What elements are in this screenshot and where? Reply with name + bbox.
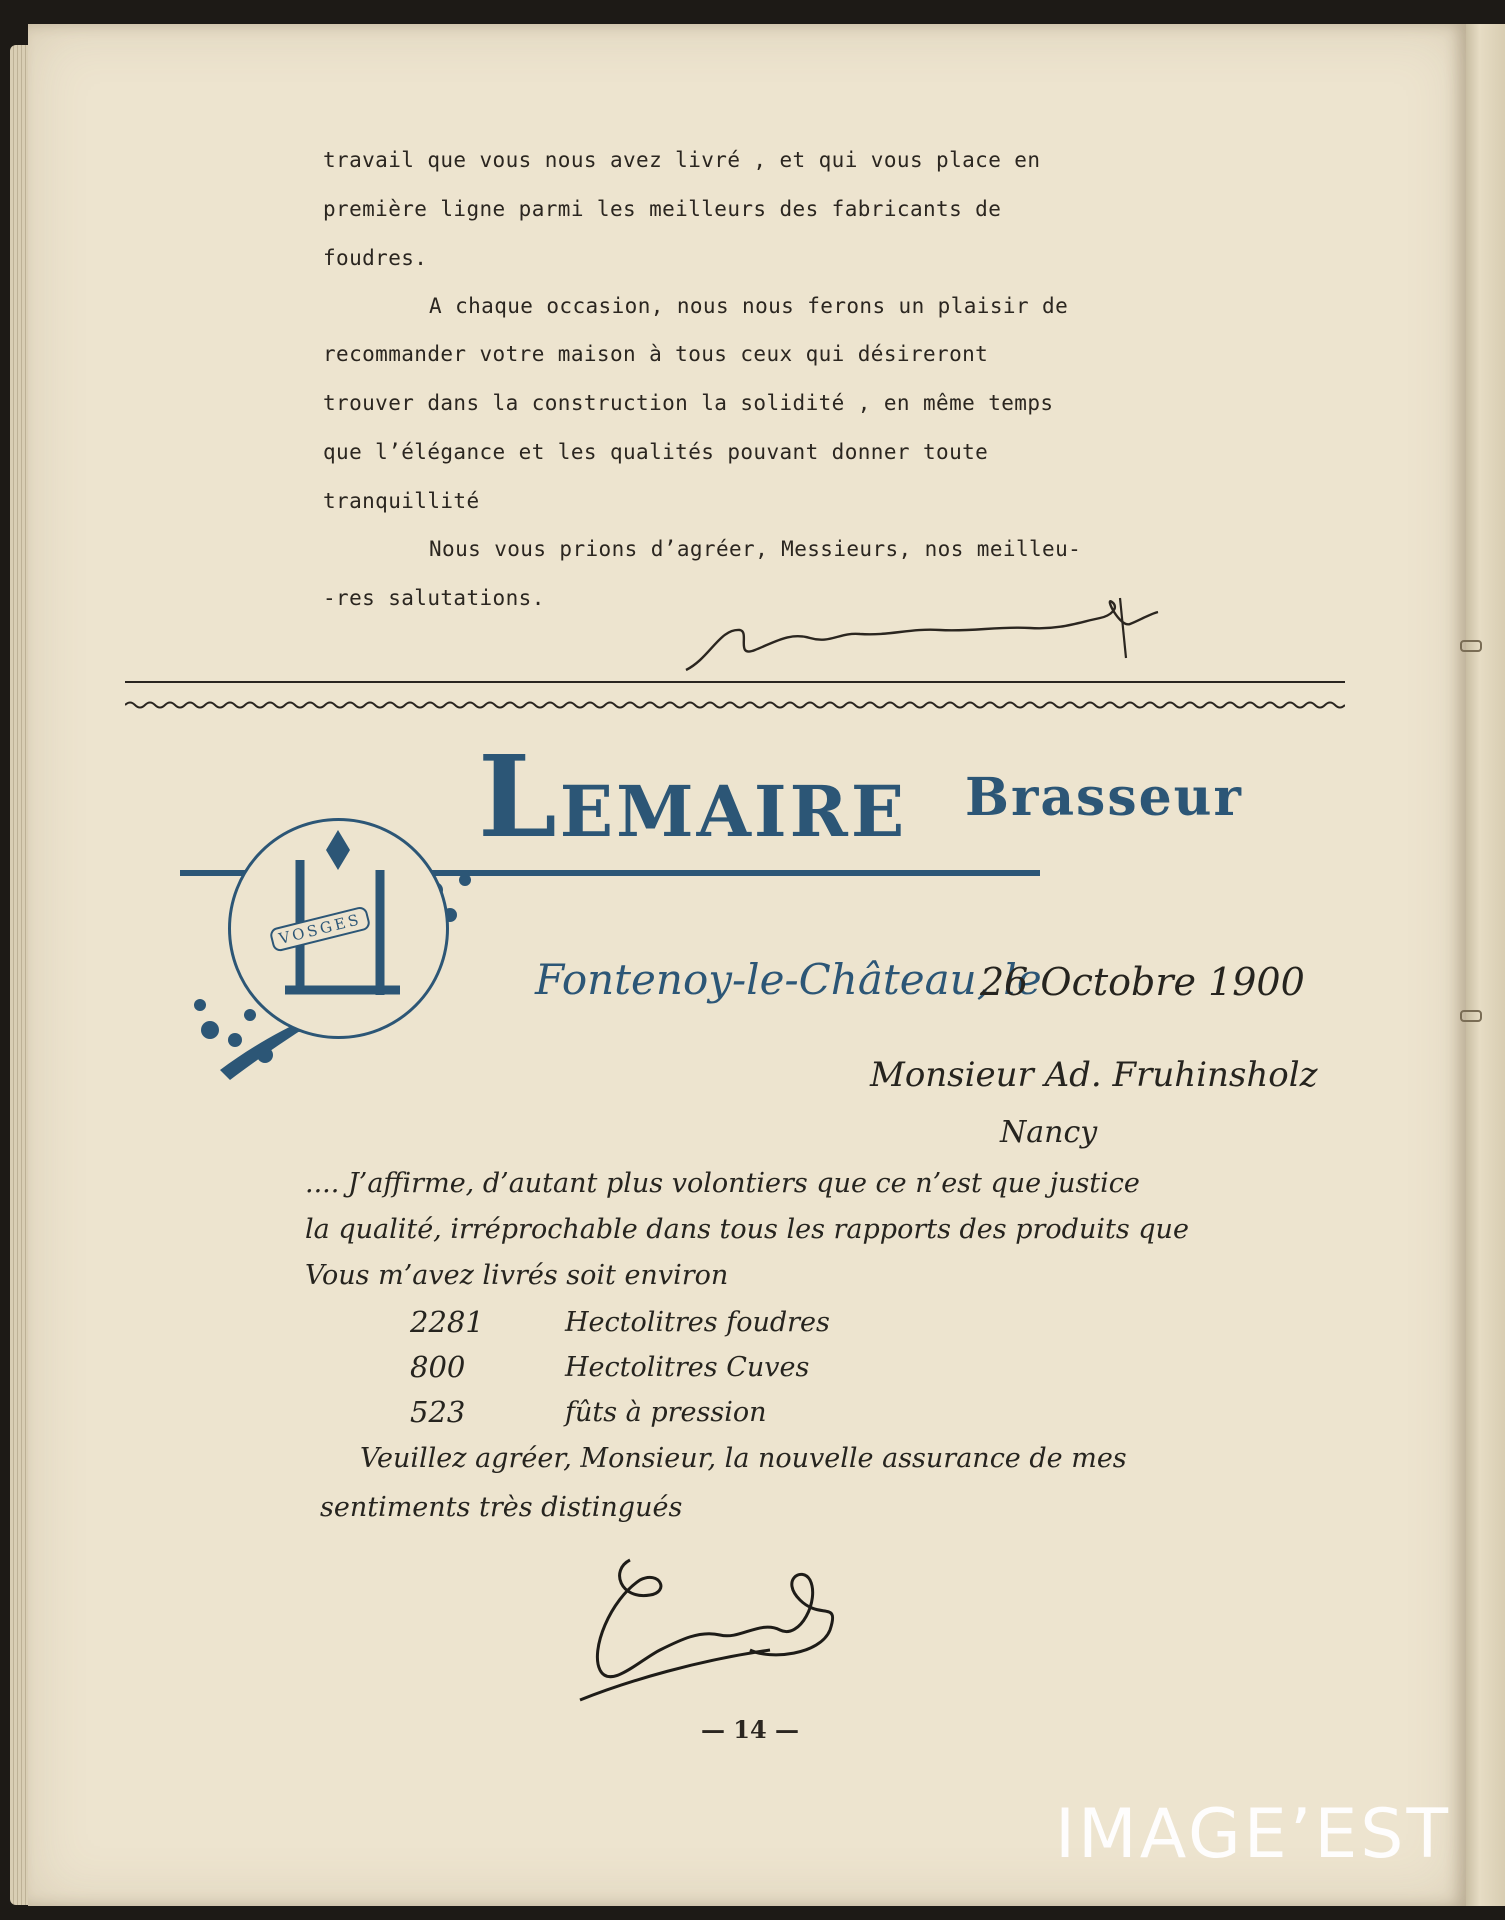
page-number: — 14 — bbox=[700, 1715, 800, 1744]
handwritten-signature bbox=[570, 1540, 870, 1710]
item-description: Hectolitres Cuves bbox=[565, 1352, 810, 1383]
typed-line: trouver dans la construction la solidité , en même temps bbox=[323, 391, 1054, 415]
watermark-logo: IMAGE’EST bbox=[1055, 1795, 1451, 1874]
typed-line: foudres. bbox=[323, 246, 428, 270]
typed-letter-signature bbox=[680, 588, 1160, 678]
handwritten-line: sentiments très distingués bbox=[320, 1492, 683, 1523]
typed-line: tranquillité bbox=[323, 489, 480, 513]
firm-trade: Brasseur bbox=[965, 767, 1243, 828]
typed-line: recommander votre maison à tous ceux qui désireront bbox=[323, 342, 989, 366]
typed-line: travail que vous nous avez livré , et qui vous place en bbox=[323, 148, 1041, 172]
region-label: VOSGES bbox=[269, 905, 372, 953]
item-description: fûts à pression bbox=[565, 1397, 767, 1428]
printed-place: Fontenoy-le-Château, le bbox=[535, 955, 1042, 1004]
letter-date: 26 Octobre 1900 bbox=[980, 960, 1305, 1004]
typed-line: première ligne parmi les meilleurs des fabricants de bbox=[323, 197, 1002, 221]
typed-line: A chaque occasion, nous nous ferons un plaisir de bbox=[429, 294, 1069, 318]
item-quantity: 800 bbox=[410, 1350, 466, 1384]
handwritten-line: .... J’affirme, d’autant plus volontiers que ce n’est que justice bbox=[305, 1168, 1140, 1199]
handwritten-line: Vous m’avez livrés soit environ bbox=[305, 1260, 729, 1291]
item-quantity: 2281 bbox=[410, 1305, 484, 1339]
firm-name: LEMAIRE bbox=[478, 732, 908, 863]
handwritten-line: Veuillez agréer, Monsieur, la nouvelle assurance de mes bbox=[360, 1443, 1127, 1474]
typed-line: Nous vous prions d’agréer, Messieurs, nos meilleu- bbox=[429, 537, 1082, 561]
item-quantity: 523 bbox=[410, 1395, 466, 1429]
typed-line: -res salutations. bbox=[323, 586, 545, 610]
separator-wavy-rule bbox=[125, 700, 1345, 710]
item-description: Hectolitres foudres bbox=[565, 1307, 830, 1338]
facing-page-edge bbox=[1466, 24, 1505, 1906]
addressee: Monsieur Ad. Fruhinsholz bbox=[870, 1055, 1318, 1095]
typed-line: que l’élégance et les qualités pouvant donner toute bbox=[323, 440, 989, 464]
separator-rule bbox=[125, 681, 1345, 683]
binding-stitch bbox=[1460, 1010, 1482, 1022]
binding-stitch bbox=[1460, 640, 1482, 652]
addressee-city: Nancy bbox=[1000, 1115, 1098, 1150]
handwritten-line: la qualité, irréprochable dans tous les rapports des produits que bbox=[305, 1214, 1189, 1245]
